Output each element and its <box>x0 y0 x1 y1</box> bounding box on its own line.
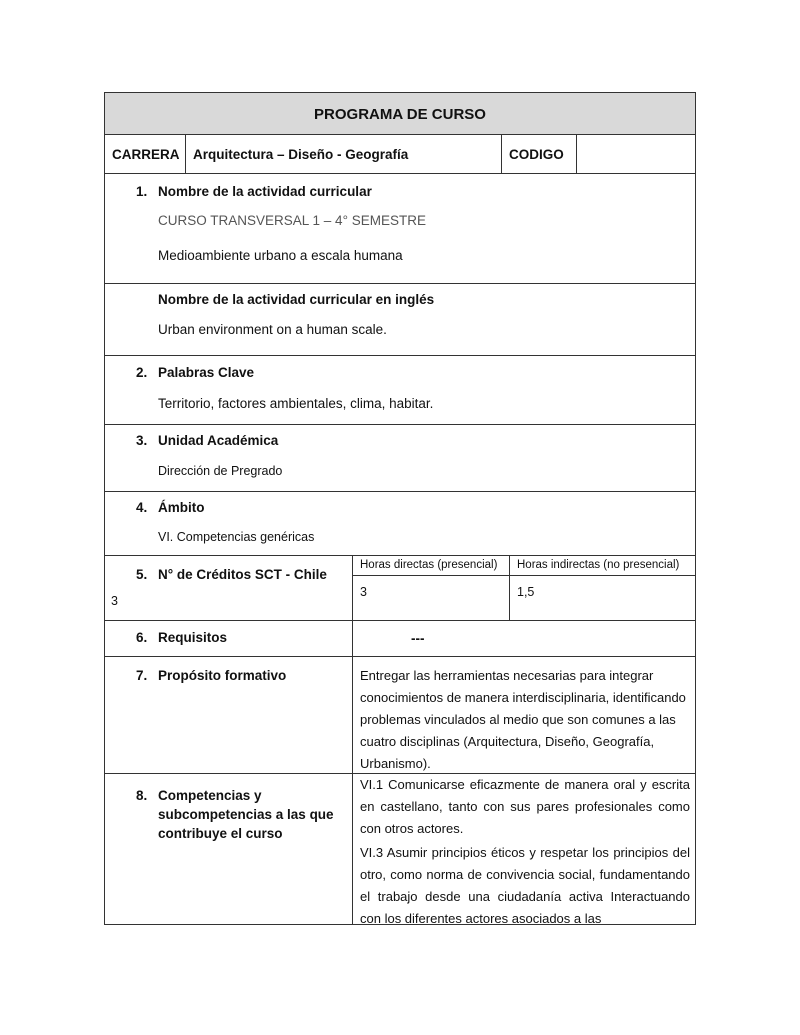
section-3-number: 3. <box>136 433 148 448</box>
section-1-number: 1. <box>136 184 148 199</box>
section-7-title: Propósito formativo <box>158 668 287 683</box>
section-5-heading <box>136 567 327 582</box>
section-1-heading <box>136 184 372 199</box>
divider <box>501 134 502 173</box>
divider <box>576 134 577 173</box>
section-1-title: Nombre de la actividad curricular <box>158 184 372 199</box>
section-2-heading <box>136 365 254 380</box>
divider <box>105 620 695 621</box>
divider <box>352 575 695 576</box>
course-program-table <box>104 92 696 925</box>
competency-item: VI.1 Comunicarse eficazmente de manera oral y escrita en castellano, tanto con sus pares profesionales como con otros actores. <box>360 777 690 836</box>
section-1b-title: Nombre de la actividad curricular en inglés <box>158 292 435 307</box>
section-1-course-name: Medioambiente urbano a escala humana <box>158 248 403 263</box>
divider <box>105 173 695 174</box>
divider <box>105 283 695 284</box>
section-1b-value: Urban environment on a human scale. <box>158 322 387 337</box>
section-2-value: Territorio, factores ambientales, clima, habitar. <box>158 396 434 411</box>
document-title: PROGRAMA DE CURSO <box>105 93 695 135</box>
section-4-heading <box>136 500 205 515</box>
section-6-number: 6. <box>136 630 148 645</box>
section-4-title: Ámbito <box>158 500 205 515</box>
section-4-value: VI. Competencias genéricas <box>158 530 315 544</box>
divider <box>105 355 695 356</box>
section-7-number: 7. <box>136 668 148 683</box>
divider <box>352 555 353 925</box>
divider <box>105 491 695 492</box>
section-8-number: 8. <box>136 788 148 803</box>
section-4-number: 4. <box>136 500 148 515</box>
competency-item: VI.3 Asumir principios éticos y respetar los principios del otro, como norma de convivencia social, fundamentando el trabajo desde una ciudadanía activa Interactuando con los diferentes actores asociados a las <box>360 845 690 926</box>
carrera-label: CARRERA <box>112 147 180 162</box>
section-6-title: Requisitos <box>158 630 228 645</box>
section-6-heading <box>136 630 227 645</box>
divider <box>185 134 186 173</box>
divider <box>509 555 510 620</box>
section-3-title: Unidad Académica <box>158 433 279 448</box>
section-5-title: N° de Créditos SCT - Chile <box>158 567 327 582</box>
section-8-heading <box>136 786 341 843</box>
section-1-course-code: CURSO TRANSVERSAL 1 – 4° SEMESTRE <box>158 213 426 228</box>
divider <box>105 656 695 657</box>
section-2-title: Palabras Clave <box>158 365 255 380</box>
direct-hours-value: 3 <box>360 585 367 599</box>
carrera-value: Arquitectura – Diseño - Geografía <box>193 147 409 162</box>
indirect-hours-label: Horas indirectas (no presencial) <box>517 559 680 571</box>
indirect-hours-value: 1,5 <box>517 585 535 599</box>
section-7-heading <box>136 668 286 683</box>
divider <box>105 424 695 425</box>
divider <box>105 555 695 556</box>
section-2-number: 2. <box>136 365 148 380</box>
section-5-credits: 3 <box>111 594 118 608</box>
divider <box>105 134 695 135</box>
section-6-value: --- <box>411 631 425 646</box>
section-7-value: Entregar las herramientas necesarias para integrar conocimientos de manera interdisciplinaria, identificando problemas vinculados al medio que son comunes a las cuatro disciplinas (Arquitectura, Diseño, Geografía, Urbanismo). <box>360 668 686 771</box>
section-3-value: Dirección de Pregrado <box>158 464 283 478</box>
direct-hours-label: Horas directas (presencial) <box>360 559 498 571</box>
section-5-number: 5. <box>136 567 148 582</box>
codigo-label: CODIGO <box>509 147 564 162</box>
section-3-heading <box>136 433 278 448</box>
section-8-title: Competencias y subcompetencias a las que contribuye el curso <box>158 788 334 841</box>
